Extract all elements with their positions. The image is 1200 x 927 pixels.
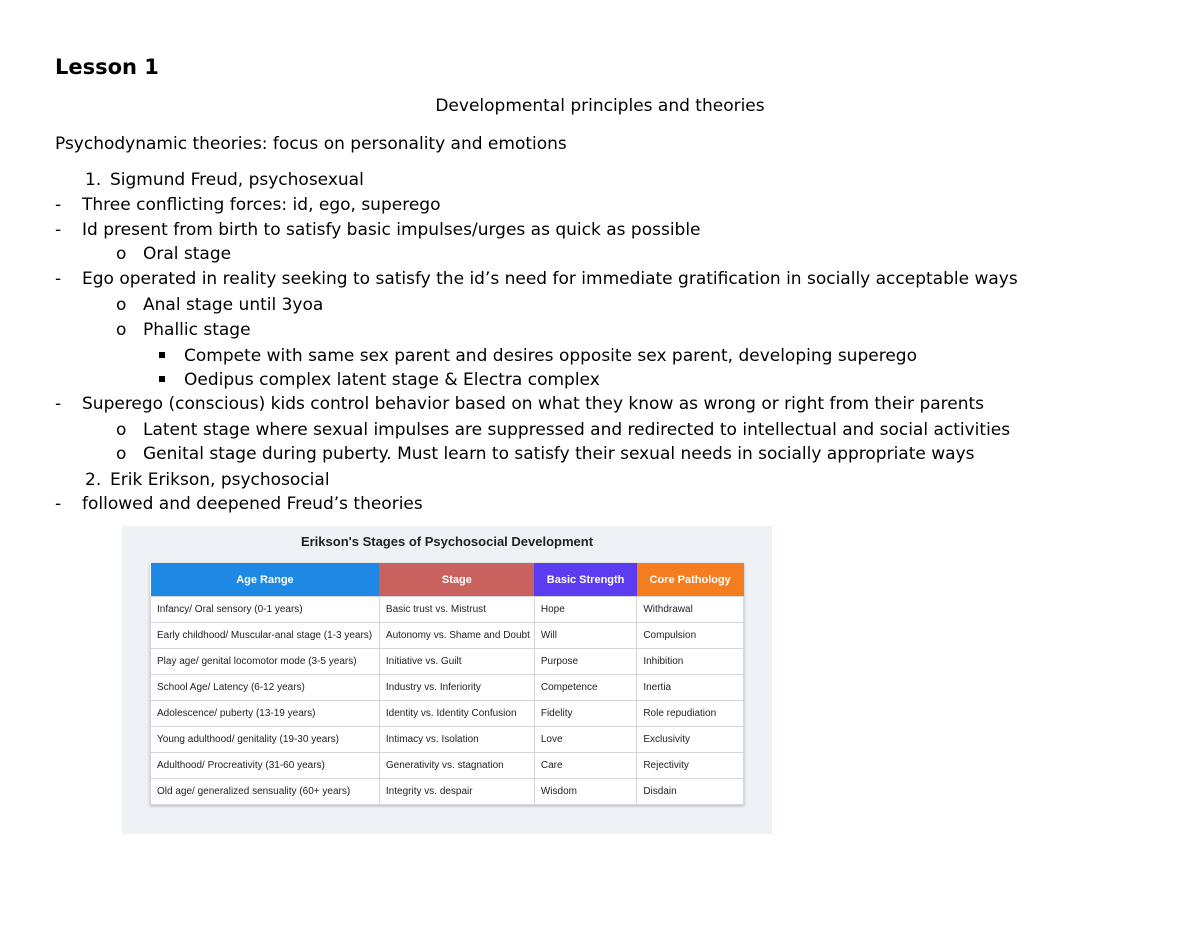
- cell-age-range: School Age/ Latency (6-12 years): [151, 675, 380, 701]
- cell-stage: Industry vs. Inferiority: [379, 675, 534, 701]
- cell-basic-strength: Care: [534, 753, 636, 779]
- table-row: [151, 675, 744, 701]
- list-number-1: 1.: [85, 170, 102, 190]
- cell-core-pathology: Inertia: [637, 675, 744, 701]
- cell-basic-strength: Competence: [534, 675, 636, 701]
- header-age-range: Age Range: [151, 563, 380, 597]
- phallic-stage: Phallic stage: [143, 320, 251, 340]
- intro-paragraph: Psychodynamic theories: focus on personality and emotions: [55, 134, 567, 154]
- freud-bullet-ego: Ego operated in reality seeking to satisfy the id’s need for immediate gratification in socially acceptable ways: [82, 269, 1018, 289]
- cell-core-pathology: Role repudiation: [637, 701, 744, 727]
- cell-stage: Initiative vs. Guilt: [379, 649, 534, 675]
- table-row: [151, 597, 744, 623]
- header-stage: Stage: [379, 563, 534, 597]
- cell-core-pathology: Withdrawal: [637, 597, 744, 623]
- oral-stage: Oral stage: [143, 244, 232, 264]
- latent-stage: Latent stage where sexual impulses are suppressed and redirected to intellectual and social activities: [143, 420, 1011, 440]
- header-core-pathology: Core Pathology: [637, 563, 744, 597]
- dash-marker: -: [55, 394, 62, 414]
- cell-age-range: Old age/ generalized sensuality (60+ years): [151, 779, 380, 805]
- freud-bullet-forces: Three conflicting forces: id, ego, superego: [82, 195, 441, 215]
- cell-age-range: Early childhood/ Muscular-anal stage (1-3 years): [151, 623, 380, 649]
- cell-age-range: Young adulthood/ genitality (19-30 years): [151, 727, 380, 753]
- figure-title: Erikson's Stages of Psychosocial Development: [300, 534, 594, 549]
- cell-stage: Integrity vs. despair: [379, 779, 534, 805]
- dash-marker: -: [55, 220, 62, 240]
- document-subtitle: Developmental principles and theories: [435, 96, 765, 116]
- table-header-row: [151, 563, 744, 597]
- table-row: [151, 623, 744, 649]
- cell-core-pathology: Rejectivity: [637, 753, 744, 779]
- genital-stage: Genital stage during puberty. Must learn to satisfy their sexual needs in socially appropriate ways: [143, 444, 975, 464]
- list-number-2: 2.: [85, 470, 102, 490]
- cell-age-range: Infancy/ Oral sensory (0-1 years): [151, 597, 380, 623]
- circle-marker: o: [116, 295, 127, 315]
- dash-marker: -: [55, 494, 62, 514]
- cell-core-pathology: Inhibition: [637, 649, 744, 675]
- phallic-detail-oedipus: Oedipus complex latent stage & Electra complex: [184, 370, 600, 390]
- erikson-stages-figure: [122, 526, 772, 834]
- circle-marker: o: [116, 244, 127, 264]
- table-row: [151, 701, 744, 727]
- page-title: Lesson 1: [55, 55, 159, 79]
- cell-basic-strength: Wisdom: [534, 779, 636, 805]
- table-row: [151, 753, 744, 779]
- square-bullet: [159, 376, 165, 382]
- cell-age-range: Adolescence/ puberty (13-19 years): [151, 701, 380, 727]
- circle-marker: o: [116, 320, 127, 340]
- cell-core-pathology: Compulsion: [637, 623, 744, 649]
- cell-stage: Generativity vs. stagnation: [379, 753, 534, 779]
- table-row: [151, 649, 744, 675]
- cell-basic-strength: Purpose: [534, 649, 636, 675]
- cell-stage: Autonomy vs. Shame and Doubt: [379, 623, 534, 649]
- dash-marker: -: [55, 195, 62, 215]
- cell-stage: Basic trust vs. Mistrust: [379, 597, 534, 623]
- freud-bullet-superego: Superego (conscious) kids control behavior based on what they know as wrong or right from their parents: [82, 394, 985, 414]
- anal-stage: Anal stage until 3yoa: [143, 295, 324, 315]
- table-row: [151, 779, 744, 805]
- freud-bullet-id: Id present from birth to satisfy basic impulses/urges as quick as possible: [82, 220, 701, 240]
- table-row: [151, 727, 744, 753]
- phallic-detail-superego: Compete with same sex parent and desires opposite sex parent, developing superego: [184, 346, 917, 366]
- cell-basic-strength: Fidelity: [534, 701, 636, 727]
- cell-stage: Identity vs. Identity Confusion: [379, 701, 534, 727]
- header-basic-strength: Basic Strength: [534, 563, 636, 597]
- cell-age-range: Adulthood/ Procreativity (31-60 years): [151, 753, 380, 779]
- erikson-heading: Erik Erikson, psychosocial: [110, 470, 330, 490]
- dash-marker: -: [55, 269, 62, 289]
- cell-stage: Intimacy vs. Isolation: [379, 727, 534, 753]
- cell-core-pathology: Exclusivity: [637, 727, 744, 753]
- freud-heading: Sigmund Freud, psychosexual: [110, 170, 364, 190]
- cell-basic-strength: Hope: [534, 597, 636, 623]
- square-bullet: [159, 352, 165, 358]
- erikson-stages-table: [150, 563, 744, 805]
- cell-basic-strength: Will: [534, 623, 636, 649]
- cell-basic-strength: Love: [534, 727, 636, 753]
- erikson-bullet: followed and deepened Freud’s theories: [82, 494, 423, 514]
- cell-core-pathology: Disdain: [637, 779, 744, 805]
- cell-age-range: Play age/ genital locomotor mode (3-5 years): [151, 649, 380, 675]
- circle-marker: o: [116, 444, 127, 464]
- circle-marker: o: [116, 420, 127, 440]
